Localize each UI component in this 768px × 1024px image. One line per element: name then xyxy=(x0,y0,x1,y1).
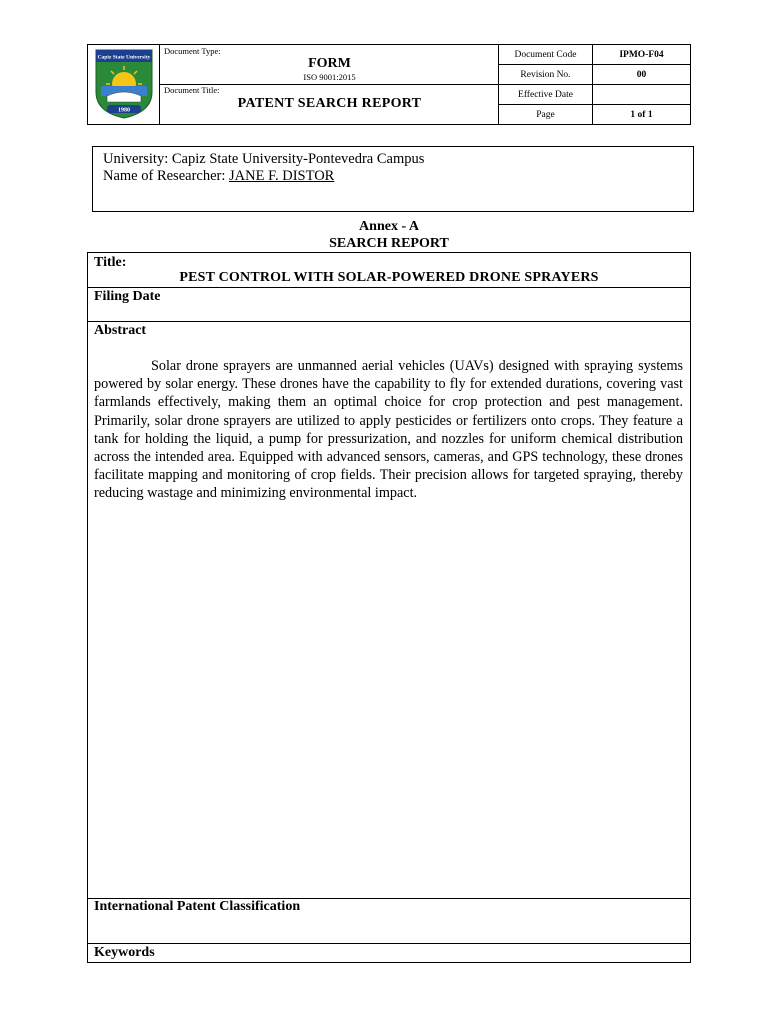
field-label: Effective Date xyxy=(499,85,593,104)
field-value xyxy=(593,85,690,104)
divider xyxy=(88,321,690,322)
document-control-fields xyxy=(499,45,690,124)
document-type: FORM xyxy=(308,56,351,71)
abstract-label: Abstract xyxy=(94,323,147,338)
researcher-line xyxy=(103,168,693,185)
ipc-label: International Patent Classification xyxy=(94,899,301,914)
field-value: 00 xyxy=(636,69,647,80)
logo-cell xyxy=(88,45,160,124)
svg-text:1980: 1980 xyxy=(118,107,130,114)
document-type-title-cell xyxy=(160,45,499,124)
document-code-row xyxy=(499,45,690,65)
field-label: Document Code xyxy=(499,45,593,64)
search-report-table xyxy=(87,252,691,963)
researcher-label: Name of Researcher: xyxy=(103,168,226,184)
svg-text:Capiz State University: Capiz State University xyxy=(97,54,151,61)
field-label: Page xyxy=(499,105,593,124)
effective-date-row xyxy=(499,85,690,105)
university-value: Capiz State University-Pontevedra Campus xyxy=(171,151,425,167)
university-label: University: xyxy=(103,151,169,167)
report-title: PEST CONTROL WITH SOLAR-POWERED DRONE SPRAYERS xyxy=(179,270,599,285)
document-header xyxy=(87,44,691,125)
field-label: Revision No. xyxy=(499,65,593,84)
university-line xyxy=(103,151,693,168)
document-title: PATENT SEARCH REPORT xyxy=(237,96,422,111)
page-row xyxy=(499,105,690,124)
document-type-label: Document Type: xyxy=(164,46,221,56)
search-report-heading: SEARCH REPORT xyxy=(329,236,449,251)
university-logo xyxy=(93,48,155,120)
document-title-label: Document Title: xyxy=(164,85,220,95)
researcher-info-box xyxy=(92,146,694,212)
divider xyxy=(88,287,690,288)
field-value: IPMO-F04 xyxy=(619,49,664,60)
revision-no-row xyxy=(499,65,690,85)
title-label: Title: xyxy=(94,255,127,270)
keywords-label: Keywords xyxy=(94,945,155,960)
abstract-text: Solar drone sprayers are unmanned aerial vehicles (UAVs) designed with spraying systems powered by solar energy. These drones have the capability to fly for extended durations, covering vast farmlands effectively, making them an optimal choice for crop protection and pest management. Primarily, solar drone sprayers are utilized to apply pesticides or fertilizers onto crops. They feature a tank for holding the liquid, a pump for pressurization, and nozzles for uniform chemical distribution across the intended area. Equipped with advanced sensors, cameras, and GPS technology, these drones facilitate mapping and monitoring of crop fields. Their precision allows for targeted spraying, thereby reducing wastage and minimizing environmental impact. xyxy=(94,358,683,502)
annex-heading: Annex - A xyxy=(359,219,419,234)
researcher-value: JANE F. DISTOR xyxy=(229,168,335,184)
divider xyxy=(88,943,690,944)
filing-date-label: Filing Date xyxy=(94,289,161,304)
field-value: 1 of 1 xyxy=(630,109,653,120)
iso-standard: ISO 9001:2015 xyxy=(303,72,356,82)
